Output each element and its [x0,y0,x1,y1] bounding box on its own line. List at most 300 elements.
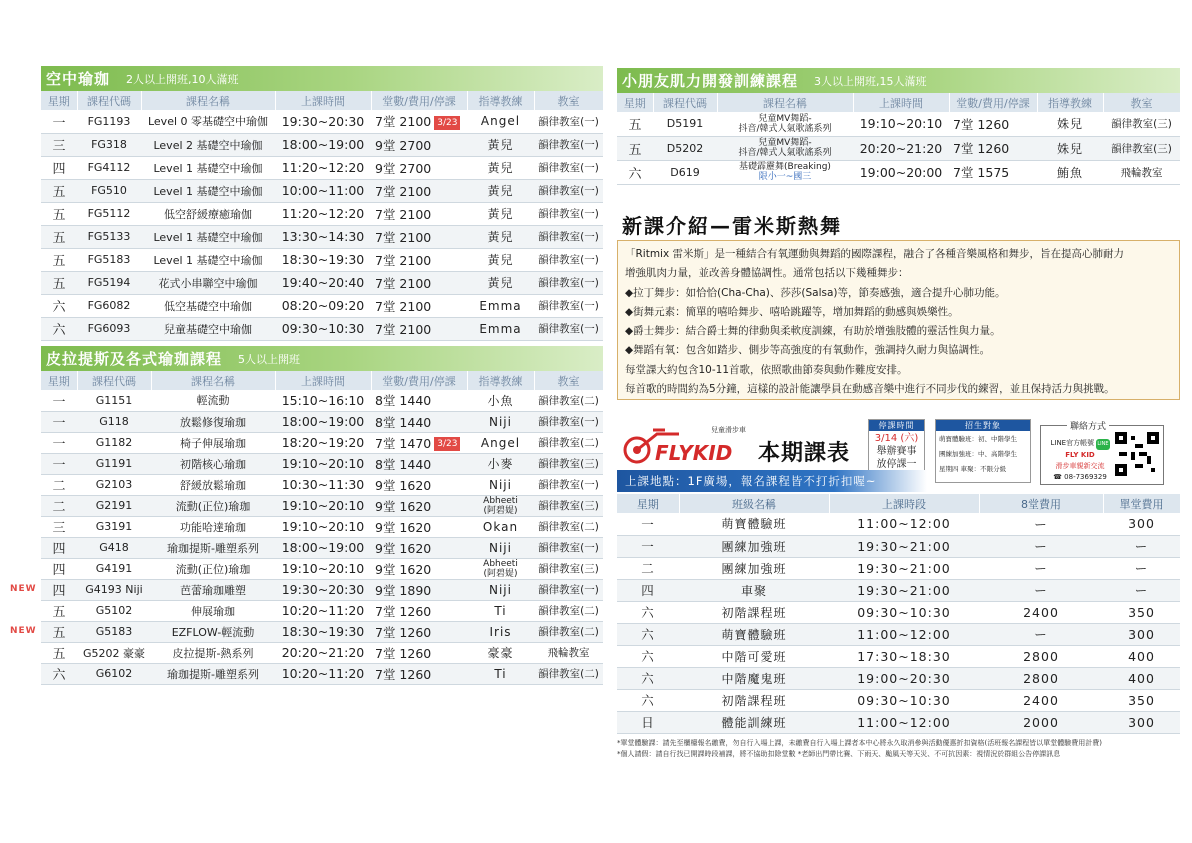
table-cell: EZFLOW-輕流動 [151,621,275,642]
table-row [617,535,1180,557]
table-cell: G1182 [77,432,151,453]
enroll-line: 星期四 車聚：不限分級 [939,465,1007,473]
table-row [41,248,603,271]
kids-table [617,93,1181,185]
table-cell: 五 [617,112,653,136]
table-cell [371,579,467,600]
table-cell: 400 [1103,645,1180,667]
table-cell: Okan [467,516,534,537]
intro-line: ◆拉丁舞步：如恰恰(Cha-Cha)、莎莎(Salsa)等，節奏感強，適合提升心肺功能。 [625,286,1006,299]
fee-text: 8堂 1440 [375,456,432,472]
col-header: 單堂費用 [1103,494,1180,513]
section-note: 5人以上開班 [238,352,301,366]
table-cell: 四 [41,537,77,558]
table-cell: 六 [41,663,77,684]
qr-code-icon[interactable] [1115,432,1159,476]
col-header: 指導教練 [467,91,534,110]
table-cell [371,411,467,432]
table-cell: 車聚 [679,579,829,601]
table-cell: 19:30~21:00 [829,579,979,601]
table-cell: 韻律教室(一) [534,248,603,271]
table-row [617,513,1180,535]
col-header: 教室 [534,91,603,110]
table-cell: G418 [77,537,151,558]
new-badge: NEW [10,584,37,594]
table-cell [371,600,467,621]
table-cell: 18:00~19:00 [275,537,371,558]
table-cell: 五 [41,642,77,663]
table-cell [371,558,467,579]
table-cell: 韻律教室(三) [534,495,603,516]
table-cell [371,225,467,248]
table-cell: 一 [41,453,77,474]
table-cell: 流動(正位)瑜珈 [151,495,275,516]
table-cell: 椅子伸展瑜珈 [151,432,275,453]
col-header: 上課時段 [829,494,979,513]
table-cell: ー [979,623,1103,645]
table-row [617,601,1180,623]
table-cell: G1191 [77,453,151,474]
table-cell: Iris [467,621,534,642]
table-cell: 萌寶體驗班 [679,513,829,535]
course-name-line: 限小一~國三 [758,172,812,182]
table-cell: FG5133 [77,225,141,248]
table-cell [371,432,467,453]
table-cell: 韻律教室(一) [534,579,603,600]
table-row [41,156,603,179]
table-cell: 日 [617,711,679,733]
table-cell: ー [979,513,1103,535]
table-cell: FG5194 [77,271,141,294]
table-cell: 初階課程班 [679,601,829,623]
table-cell: 韻律教室(一) [534,411,603,432]
section-title: 小朋友肌力開發訓練課程 [622,72,799,90]
table-cell: 黃兒 [467,248,534,271]
table-cell: 四 [41,558,77,579]
table-cell: Level 2 基礎空中瑜伽 [141,133,275,156]
table-cell: 2000 [979,711,1103,733]
table-row [41,579,603,600]
table-row [41,110,603,133]
table-cell: Emma [467,317,534,340]
table-cell: 三 [41,133,77,156]
table-cell: 初階課程班 [679,689,829,711]
table-cell: 姝兒 [1037,136,1103,160]
table-cell: G4191 [77,558,151,579]
table-cell: 09:30~10:30 [275,317,371,340]
table-cell: 六 [617,160,653,184]
table-cell: ー [1103,557,1180,579]
table-cell: FG5112 [77,202,141,225]
fee-text: 9堂 1620 [375,540,432,556]
table-cell: G5202 豪豪 [77,642,151,663]
table-cell: 韻律教室(三) [534,558,603,579]
table-cell: 19:30~21:00 [829,557,979,579]
col-header: 上課時間 [853,93,949,112]
table-cell: 舒緩放鬆瑜珈 [151,474,275,495]
table-cell: 鮪魚 [1037,160,1103,184]
kids-header [617,68,1180,93]
table-cell: 五 [41,621,77,642]
table-cell: 瑜珈提斯-雕塑系列 [151,537,275,558]
table-cell: 瑜珈提斯-雕塑系列 [151,663,275,684]
table-cell: 19:00~20:30 [829,667,979,689]
flykid-table [617,494,1181,734]
section-note: 3人以上開班,15人滿班 [814,74,927,88]
table-cell [371,271,467,294]
table-cell: 二 [41,495,77,516]
col-header: 星期 [41,91,77,110]
table-cell: 韻律教室(一) [534,474,603,495]
table-cell: Level 1 基礎空中瑜伽 [141,248,275,271]
table-cell [371,495,467,516]
footnote: *個人請假：請自行找已開課時段補課，將不協助扣除堂數 *老師出門帶比賽、下雨天、颱風天等天災、不可抗因素：視情況於群組公告停課訊息 [617,750,1061,758]
table-header-row [41,91,603,110]
table-cell: 皮拉提斯-熱系列 [151,642,275,663]
table-cell: 19:30~21:00 [829,535,979,557]
table-cell: 韻律教室(一) [534,271,603,294]
table-cell: 19:00~20:00 [853,160,949,184]
table-cell: 11:20~12:20 [275,156,371,179]
table-cell: FG5183 [77,248,141,271]
section-title: 空中瑜珈 [46,70,111,88]
table-cell: D5191 [653,112,717,136]
fee-text: 7堂 1260 [375,624,432,640]
pilates-table [41,371,604,685]
fee-text: 9堂 2700 [375,160,432,176]
table-row [41,133,603,156]
fee-text: 7堂 1260 [375,603,432,619]
fee-text: 9堂 1620 [375,498,432,514]
contact-line: LINE官方帳號 LINE [1045,438,1115,450]
col-header: 指導教練 [467,371,534,390]
table-cell: 二 [617,557,679,579]
table-cell: 10:00~11:00 [275,179,371,202]
fee-text: 7堂 1260 [375,666,432,682]
table-cell: 團練加強班 [679,557,829,579]
table-cell: 2800 [979,667,1103,689]
table-cell: 一 [617,535,679,557]
table-cell: D5202 [653,136,717,160]
table-cell: Angel [467,110,534,133]
col-header: 課程代碼 [77,91,141,110]
teacher-name: Abheeti [483,558,518,569]
col-header: 課程名稱 [141,91,275,110]
table-cell: G3191 [77,516,151,537]
table-cell: 2400 [979,601,1103,623]
table-cell: G2103 [77,474,151,495]
table-cell: 2400 [979,689,1103,711]
fee-text: 9堂 1620 [375,519,432,535]
table-cell: 韻律教室(一) [534,110,603,133]
svg-text:FLYKID: FLYKID [655,441,733,465]
table-cell: 300 [1103,711,1180,733]
table-cell [371,474,467,495]
aerial-yoga-header [41,66,603,91]
table-cell: G6102 [77,663,151,684]
table-cell: 四 [41,579,77,600]
table-row [41,411,603,432]
table-cell [467,558,534,579]
table-cell: Ti [467,600,534,621]
table-row [617,557,1180,579]
table-cell: 姝兒 [1037,112,1103,136]
table-header-row [617,494,1180,513]
table-cell: 六 [617,667,679,689]
pause-line: 舉辦賽事 [876,446,917,457]
table-cell: 19:30~20:30 [275,579,371,600]
table-cell: 黃兒 [467,202,534,225]
fee-text: 7堂 2100 [375,252,432,268]
table-cell: 11:00~12:00 [829,711,979,733]
fee-text: 8堂 1440 [375,393,432,409]
table-cell: 功能哈達瑜珈 [151,516,275,537]
table-cell [717,112,853,136]
table-cell: 韻律教室(一) [534,202,603,225]
table-cell: 20:20~21:20 [275,642,371,663]
table-cell: G5102 [77,600,151,621]
table-cell: 一 [41,411,77,432]
table-cell [371,156,467,179]
table-cell: 一 [617,513,679,535]
table-cell: 中階可愛班 [679,645,829,667]
table-cell: 18:20~19:20 [275,432,371,453]
intro-line: 「Ritmix 雷米斯」是一種結合有氧運動與舞蹈的國際課程，融合了各種音樂風格和舞步，旨在提高心肺耐力 [625,248,1125,260]
section-title: 皮拉提斯及各式瑜珈課程 [46,350,223,368]
table-cell: 韻律教室(二) [534,663,603,684]
table-row [617,689,1180,711]
enroll-box [935,419,1031,483]
table-cell: 黃兒 [467,179,534,202]
table-row [41,516,603,537]
table-cell: 19:10~20:10 [275,558,371,579]
table-cell: 伸展瑜珈 [151,600,275,621]
table-cell: 飛輪教室 [534,642,603,663]
table-cell [371,516,467,537]
table-cell: 7堂 1260 [949,112,1037,136]
table-cell: Niji [467,537,534,558]
intro-line: 每堂課大約包含10-11首歌，依照歌曲節奏與動作難度安排。 [625,363,908,376]
table-cell: 黃兒 [467,225,534,248]
table-cell: 11:00~12:00 [829,623,979,645]
table-cell: 萌寶體驗班 [679,623,829,645]
table-row [41,474,603,495]
table-cell: 09:30~10:30 [829,689,979,711]
table-cell: FG4112 [77,156,141,179]
table-cell: 三 [41,516,77,537]
table-cell: 350 [1103,689,1180,711]
table-cell: 韻律教室(一) [534,156,603,179]
table-cell: 韻律教室(一) [534,294,603,317]
table-cell: 18:00~19:00 [275,133,371,156]
intro-line: 每首歌的時間約為5分鐘，這樣的設計能讓學員在動感音樂中進行不同步伐的練習，並且保持活力與挑戰。 [625,383,1115,396]
fee-text: 9堂 1890 [375,582,432,598]
table-cell: G4193 Niji [77,579,151,600]
table-row [617,579,1180,601]
table-cell: 韻律教室(一) [534,225,603,248]
table-cell: 13:30~14:30 [275,225,371,248]
fee-text: 7堂 2100 [375,321,432,337]
table-cell [371,537,467,558]
table-cell: 11:20~12:20 [275,202,371,225]
table-cell: 二 [41,474,77,495]
col-header: 星期 [617,93,653,112]
table-row [41,642,603,663]
table-cell: 19:10~20:10 [275,516,371,537]
table-cell: 一 [41,110,77,133]
col-header: 星期 [41,371,77,390]
table-cell: 19:30~20:30 [275,110,371,133]
table-cell: 花式小串聯空中瑜伽 [141,271,275,294]
table-cell: 中階魔鬼班 [679,667,829,689]
table-cell: Angel [467,432,534,453]
table-cell: 放鬆修復瑜珈 [151,411,275,432]
table-cell: 韻律教室(一) [534,179,603,202]
table-cell: 19:10~20:10 [275,453,371,474]
intro-box [617,240,1180,400]
teacher-name: Abheeti [483,495,518,506]
table-cell: 低空舒緩療癒瑜伽 [141,202,275,225]
table-row [41,537,603,558]
table-cell: 18:00~19:00 [275,411,371,432]
table-row [41,390,603,411]
table-cell [371,110,467,133]
table-cell [371,317,467,340]
table-cell [371,642,467,663]
table-row [41,558,603,579]
flykid-title: 本期課表 [758,441,851,466]
pause-line: 3/14 (六) [874,433,919,444]
table-cell: ー [979,535,1103,557]
table-cell: 18:30~19:30 [275,621,371,642]
table-cell: 一 [41,390,77,411]
table-cell: Niji [467,474,534,495]
table-cell: Niji [467,411,534,432]
table-row [617,711,1180,733]
table-cell: 韻律教室(三) [1103,112,1180,136]
table-cell: 10:20~11:20 [275,663,371,684]
table-cell: 黃兒 [467,271,534,294]
table-cell [371,390,467,411]
table-cell: 韻律教室(一) [534,317,603,340]
table-cell [717,160,853,184]
table-cell: 飛輪教室 [1103,160,1180,184]
col-header: 堂數/費用/停課 [949,93,1037,112]
intro-title: 新課介紹—雷米斯熱舞 [622,214,842,238]
table-row [617,112,1180,136]
table-cell: G118 [77,411,151,432]
table-cell: 韻律教室(二) [534,390,603,411]
table-cell: 小麥 [467,453,534,474]
table-row [41,495,603,516]
phone-icon: ☎ [1053,473,1062,481]
aerial-yoga-table [41,91,604,341]
contact-phone: ☎ 08-7369329 [1053,473,1107,481]
table-cell [371,179,467,202]
fee-text: 7堂 1260 [375,645,432,661]
table-cell: 300 [1103,623,1180,645]
table-cell [467,495,534,516]
table-row [41,271,603,294]
table-cell [371,621,467,642]
col-header: 課程代碼 [653,93,717,112]
course-name-line: 抖音/韓式人氣歌謠系列 [738,123,832,134]
table-cell: D619 [653,160,717,184]
table-cell: FG318 [77,133,141,156]
table-cell: 六 [617,601,679,623]
table-cell [371,202,467,225]
contact-brand: FLY KID [1065,451,1095,459]
table-cell: 黃兒 [467,133,534,156]
table-cell: 韻律教室(三) [1103,136,1180,160]
stop-date-badge: 3/23 [434,437,460,451]
table-cell: 五 [41,225,77,248]
table-cell: 六 [617,645,679,667]
col-header: 8堂費用 [979,494,1103,513]
table-cell: Niji [467,579,534,600]
table-cell: 四 [617,579,679,601]
table-cell: G1151 [77,390,151,411]
pause-label: 停課時間 [869,420,924,431]
table-cell: 10:30~11:30 [275,474,371,495]
table-cell: 六 [41,294,77,317]
table-cell: 350 [1103,601,1180,623]
table-cell [371,663,467,684]
table-cell: 輕流動 [151,390,275,411]
new-badge: NEW [10,626,37,636]
col-header: 上課時間 [275,91,371,110]
table-row [41,453,603,474]
table-cell: 韻律教室(二) [534,516,603,537]
table-cell: 韻律教室(二) [534,621,603,642]
fee-text: 7堂 2100 [375,183,432,199]
table-row [41,432,603,453]
table-cell [371,294,467,317]
col-header: 堂數/費用/停課 [371,371,467,390]
table-cell: 15:10~16:10 [275,390,371,411]
table-cell: ー [1103,579,1180,601]
fee-text: 9堂 1620 [375,561,432,577]
table-cell: 19:10~20:10 [853,112,949,136]
table-cell: Emma [467,294,534,317]
flykid-schedule [617,494,1180,734]
table-row [41,225,603,248]
table-row [41,294,603,317]
pilates-section [41,346,603,685]
table-cell: 19:40~20:40 [275,271,371,294]
table-row [41,202,603,225]
table-cell: 300 [1103,513,1180,535]
table-row [41,621,603,642]
table-cell [717,136,853,160]
table-cell: 流動(正位)瑜珈 [151,558,275,579]
table-cell: 09:30~10:30 [829,601,979,623]
kids-section [617,68,1180,185]
table-cell: G5183 [77,621,151,642]
footnote: *單堂體驗課：請先至櫃檯報名繳費，勿自行入場上課，未繳費自行入場上課者本中心將永久取消參與活動優惠折扣資格(活班報名課程皆以單堂體驗費用計費) [617,739,1102,747]
stop-date-badge: 3/23 [434,116,460,130]
table-cell: 黃兒 [467,156,534,179]
fee-text: 7堂 2100 [375,275,432,291]
fee-text: 7堂 2100 [375,206,432,222]
enroll-line: 萌寶體驗班：初、中階學生 [939,435,1017,443]
col-header: 上課時間 [275,371,371,390]
intro-line: ◆爵士舞步：結合爵士舞的律動與柔軟度訓練，有助於增強肢體的靈活性與力量。 [625,325,1001,338]
table-cell [371,248,467,271]
table-cell: 17:30~18:30 [829,645,979,667]
fee-text: 7堂 2100 [375,229,432,245]
table-cell [371,453,467,474]
